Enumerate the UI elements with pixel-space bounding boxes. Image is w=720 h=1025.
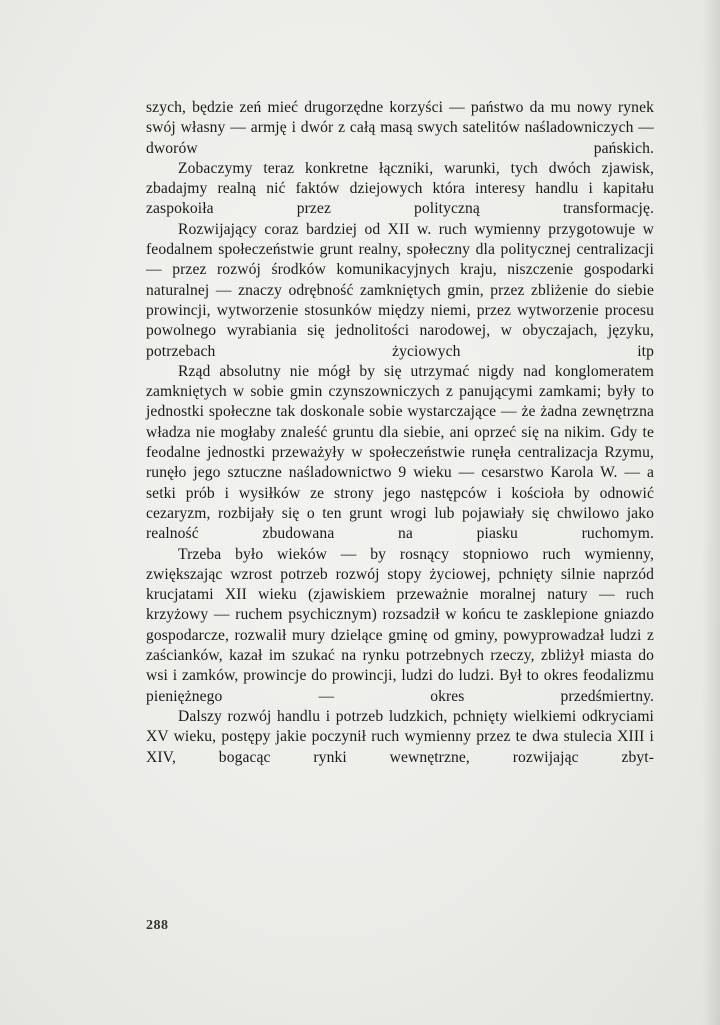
page-text: [146, 98, 654, 768]
page-edge-shadow: [702, 0, 720, 1025]
page-number: 288: [146, 918, 169, 933]
paragraph-6: Dalszy rozwój handlu i potrzeb ludzkich, pchnięty wielkiemi odkryciami XV wieku, postępy jakie poczynił ruch wymienny przez te dwa stulecia XIII i XIV, bogacąc rynki wewnętrzne, rozwijając zbyt-: [146, 707, 654, 766]
paragraph-3: Rozwijający coraz bardziej od XII w. ruch wymienny przygotowuje w feodalnem społeczeństwie grunt realny, społeczny dla politycznej centralizacji — przez rozwój środków komunikacyjnych kraju, niszczenie gospodarki naturalnej — znaczy odrębność zamkniętych gmin, przez zbliżenie do siebie prowincji, wytworzenie stosunków między niemi, przez wytworzenie procesu powolnego wyrabiania się jednolitości narodowej, w obyczajach, języku, potrzebach życiowych itp: [146, 220, 654, 360]
paragraph-5: Trzeba było wieków — by rosnący stopniowo ruch wymienny, zwiększając wzrost potrzeb rozwój stopy życiowej, pchnięty silnie naprzód krucjatami XII wieku (zjawiskiem przeważnie moralnej natury — ruch krzyżowy — ruchem psychicznym) rozsadził w końcu te zasklepione gniazdo gospodarcze, rozwalił mury dzielące gminę od gminy, powyprowadzał ludzi z zaścianków, kazał im szukać na rynku potrzebnych rzeczy, zbliżył miasta do wsi i zamków, prowincje do prowincji, ludzi do ludzi. Był to okres feodalizmu pieniężnego — okres przedśmiertny.: [146, 545, 654, 705]
paragraph-4: Rząd absolutny nie mógł by się utrzymać nigdy nad konglomeratem zamkniętych w sobie gmin czynszowniczych z panującymi zamkami; były to jednostki społeczne tak doskonale sobie wystarczające — że żadna zewnętrzna władza nie mogłaby znaleść gruntu dla siebie, ani oprzeć się na nikim. Gdy te feodalne jednostki przeważyły w społeczeństwie runęła centralizacja Rzymu, runęło jego sztuczne naśladownictwo 9 wieku — cesarstwo Karola W. — a setki prób i wysiłków ze strony jego następców i kościoła by odnowić cezaryzm, rozbijały się o ten grunt wrogi lub pojawiały się chwilowo jako realność zbudowana na piasku ruchomym.: [146, 362, 654, 543]
paragraph-1: szych, będzie zeń mieć drugorzędne korzyści — państwo da mu nowy rynek swój własny — armję i dwór z całą masą swych satelitów naśladowniczych — dworów pańskich.: [146, 99, 654, 157]
paragraph-2: Zobaczymy teraz konkretne łączniki, warunki, tych dwóch zjawisk, zbadajmy realną nić faktów dziejowych która interesy handlu i kapitału zaspokoiła przez polityczną transformację.: [146, 159, 654, 218]
